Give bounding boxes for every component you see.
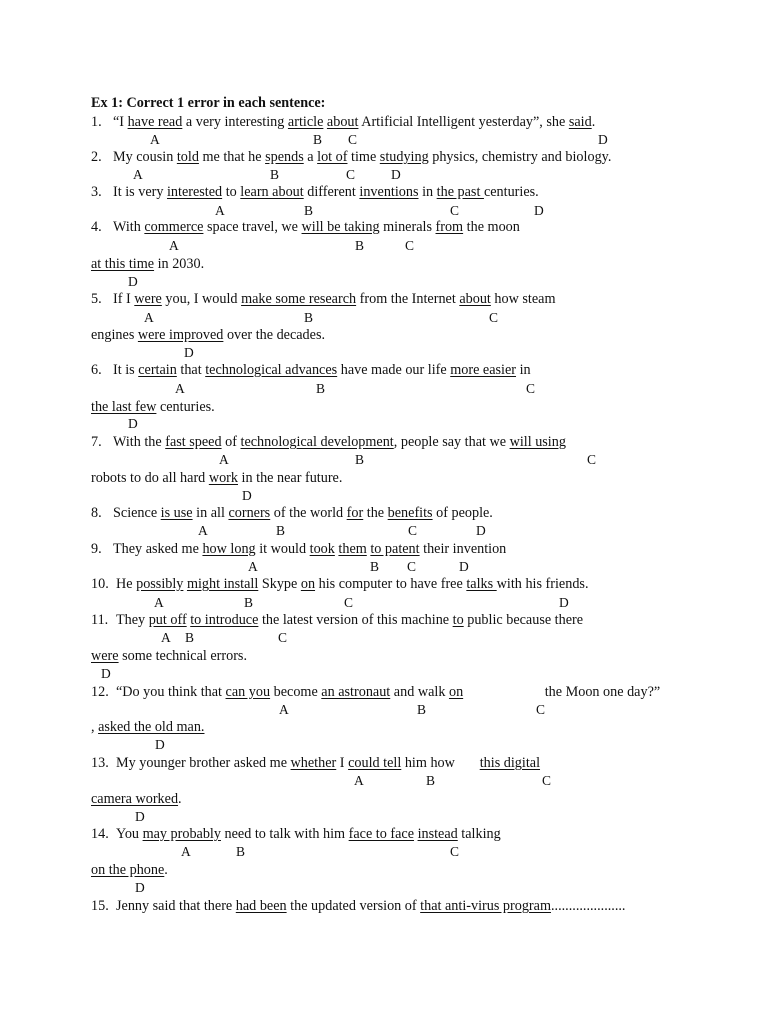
item-number: 1. [91,114,102,130]
underlined-option: to introduce [190,612,259,628]
sentence-line: If I were you, I would make some research from the Internet about how steam [113,291,556,307]
underlined-option: them [338,541,367,557]
option-letter-d: D [391,167,401,182]
sentence-line: He possibly might install Skype on his computer to have free talks with his friends. [116,576,589,592]
option-letter-d: D [128,274,138,289]
underlined-option: learn about [240,184,304,200]
sentence-continuation: were some technical errors. [91,648,247,664]
underlined-option: on [448,684,464,700]
underlined-option: have read [127,114,183,130]
underlined-option: corners [228,505,271,521]
sentence-continuation: engines were improved over the decades. [91,327,326,343]
underlined-option: technological advances [205,362,338,378]
option-letter-a: A [175,381,185,396]
sentence-continuation: camera worked. [91,791,182,807]
option-letter-a: A [161,630,171,645]
option-letter-b: B [270,167,280,182]
option-letter-a: A [354,773,364,788]
underlined-option: were [91,648,119,664]
underlined-option: from [435,219,464,235]
option-letter-c: C [346,167,356,182]
sentence-continuation: robots to do all hard work in the near future. [91,470,343,486]
option-letter-d: D [598,132,608,147]
option-letter-c: C [344,595,354,610]
underlined-option: camera worked [91,791,179,807]
option-letter-c: C [542,773,552,788]
underlined-option: to [452,612,464,628]
item-number: 14. [91,826,109,842]
option-letter-c: C [407,559,417,574]
option-letter-a: A [248,559,258,574]
underlined-option: the past [436,184,484,200]
item-number: 5. [91,291,102,307]
option-letter-d: D [101,666,111,681]
sentence-line: Science is use in all corners of the world for the benefits of people. [113,505,493,521]
underlined-option: work [208,470,238,486]
option-letter-b: B [316,381,326,396]
item-number: 2. [91,149,102,165]
sentence-line: “Do you think that can you become an astronaut and walk on the Moon one day?” [116,684,661,700]
sentence-line: With the fast speed of technological development, people say that we will using [113,434,566,450]
underlined-option: will using [509,434,566,450]
item-number: 13. [91,755,109,771]
option-letter-d: D [128,416,138,431]
option-letter-c: C [405,238,415,253]
underlined-option: is use [160,505,193,521]
sentence-line: You may probably need to talk with him face to face instead talking [116,826,501,842]
underlined-option: on the phone [91,862,165,878]
option-letter-c: C [450,844,460,859]
option-letter-a: A [133,167,143,182]
underlined-option: possibly [136,576,184,592]
option-letter-c: C [536,702,546,717]
item-number: 7. [91,434,102,450]
option-letter-c: C [408,523,418,538]
option-letter-a: A [169,238,179,253]
item-number: 12. [91,684,109,700]
underlined-option: talks [466,576,497,592]
option-letter-b: B [426,773,436,788]
option-letter-b: B [185,630,195,645]
underlined-option: may probably [142,826,221,842]
option-letter-a: A [219,452,229,467]
sentence-line: My younger brother asked me whether I could tell him how this digital [116,755,541,771]
sentence-continuation: the last few centuries. [91,399,215,415]
underlined-option: studying [379,149,429,165]
option-letter-a: A [279,702,289,717]
option-letter-b: B [276,523,286,538]
underlined-option: whether [290,755,337,771]
underlined-option: fast speed [165,434,222,450]
option-letter-c: C [278,630,288,645]
item-number: 10. [91,576,109,592]
underlined-option: spends [265,149,304,165]
underlined-option: face to face [348,826,415,842]
option-letter-a: A [181,844,191,859]
underlined-option: the last few [91,399,157,415]
underlined-option: about [459,291,491,307]
option-letter-d: D [476,523,486,538]
underlined-option: might install [186,576,259,592]
underlined-option: can you [225,684,271,700]
option-letter-c: C [526,381,536,396]
option-letter-b: B [313,132,323,147]
underlined-option: interested [166,184,223,200]
option-letter-d: D [242,488,252,503]
underlined-option: this digital [479,755,541,771]
underlined-option: article [287,114,324,130]
item-number: 3. [91,184,102,200]
option-letter-b: B [417,702,427,717]
item-number: 15. [91,898,109,914]
item-number: 6. [91,362,102,378]
sentence-line: “I have read a very interesting article about Artificial Intelligent yesterday”, she said. [113,114,596,130]
underlined-option: about [326,114,359,130]
underlined-option: to patent [370,541,420,557]
underlined-option: an astronaut [321,684,391,700]
underlined-option: inventions [359,184,419,200]
option-letter-b: B [355,452,365,467]
option-letter-a: A [144,310,154,325]
option-letter-d: D [135,880,145,895]
sentence-line: They put off to introduce the latest version of this machine to public because there [116,612,584,628]
sentence-line: They asked me how long it would took them to patent their invention [113,541,507,557]
underlined-option: on [300,576,316,592]
option-letter-b: B [304,310,314,325]
sentence-continuation: on the phone. [91,862,168,878]
underlined-option: that anti-virus program [420,898,551,914]
option-letter-b: B [244,595,254,610]
underlined-option: how long [202,541,256,557]
option-letter-c: C [348,132,358,147]
option-letter-d: D [459,559,469,574]
underlined-option: at this time [91,256,155,272]
underlined-option: lot of [317,149,348,165]
sentence-continuation: , asked the old man. [91,719,205,735]
option-letter-a: A [154,595,164,610]
item-number: 9. [91,541,102,557]
option-letter-a: A [150,132,160,147]
option-letter-b: B [355,238,365,253]
underlined-option: were improved [137,327,224,343]
option-letter-d: D [155,737,165,752]
option-letter-b: B [236,844,246,859]
underlined-option: instead [417,826,458,842]
option-letter-c: C [587,452,597,467]
option-letter-d: D [534,203,544,218]
underlined-option: were [134,291,162,307]
item-number: 4. [91,219,102,235]
option-letter-b: B [370,559,380,574]
underlined-option: commerce [144,219,204,235]
option-letter-d: D [135,809,145,824]
sentence-line: With commerce space travel, we will be taking minerals from the moon [113,219,520,235]
underlined-option: for [346,505,364,521]
underlined-option: will be taking [301,219,380,235]
underlined-option: took [309,541,335,557]
underlined-option: benefits [387,505,433,521]
option-letter-b: B [304,203,314,218]
underlined-option: had been [235,898,287,914]
sentence-line: It is very interested to learn about different inventions in the past centuries. [113,184,539,200]
option-letter-a: A [198,523,208,538]
sentence-line: My cousin told me that he spends a lot of time studying physics, chemistry and biology. [113,149,612,165]
underlined-option: could tell [348,755,402,771]
underlined-option: said [568,114,592,130]
underlined-option: technological development [240,434,394,450]
option-letter-a: A [215,203,225,218]
underlined-option: told [176,149,199,165]
sentence-line: Jenny said that there had been the updated version of that anti-virus program..................... [116,898,626,914]
underlined-option: more easier [450,362,517,378]
sentence-line: It is certain that technological advances have made our life more easier in [113,362,531,378]
option-letter-d: D [184,345,194,360]
item-number: 11. [91,612,109,628]
underlined-option: put off [148,612,187,628]
sentence-continuation: at this time in 2030. [91,256,205,272]
option-letter-c: C [450,203,460,218]
item-number: 8. [91,505,102,521]
option-letter-c: C [489,310,499,325]
underlined-option: asked the old man. [98,719,205,735]
exercise-title: Ex 1: Correct 1 error in each sentence: [91,95,326,111]
underlined-option: certain [138,362,177,378]
underlined-option: make some research [241,291,357,307]
option-letter-d: D [559,595,569,610]
